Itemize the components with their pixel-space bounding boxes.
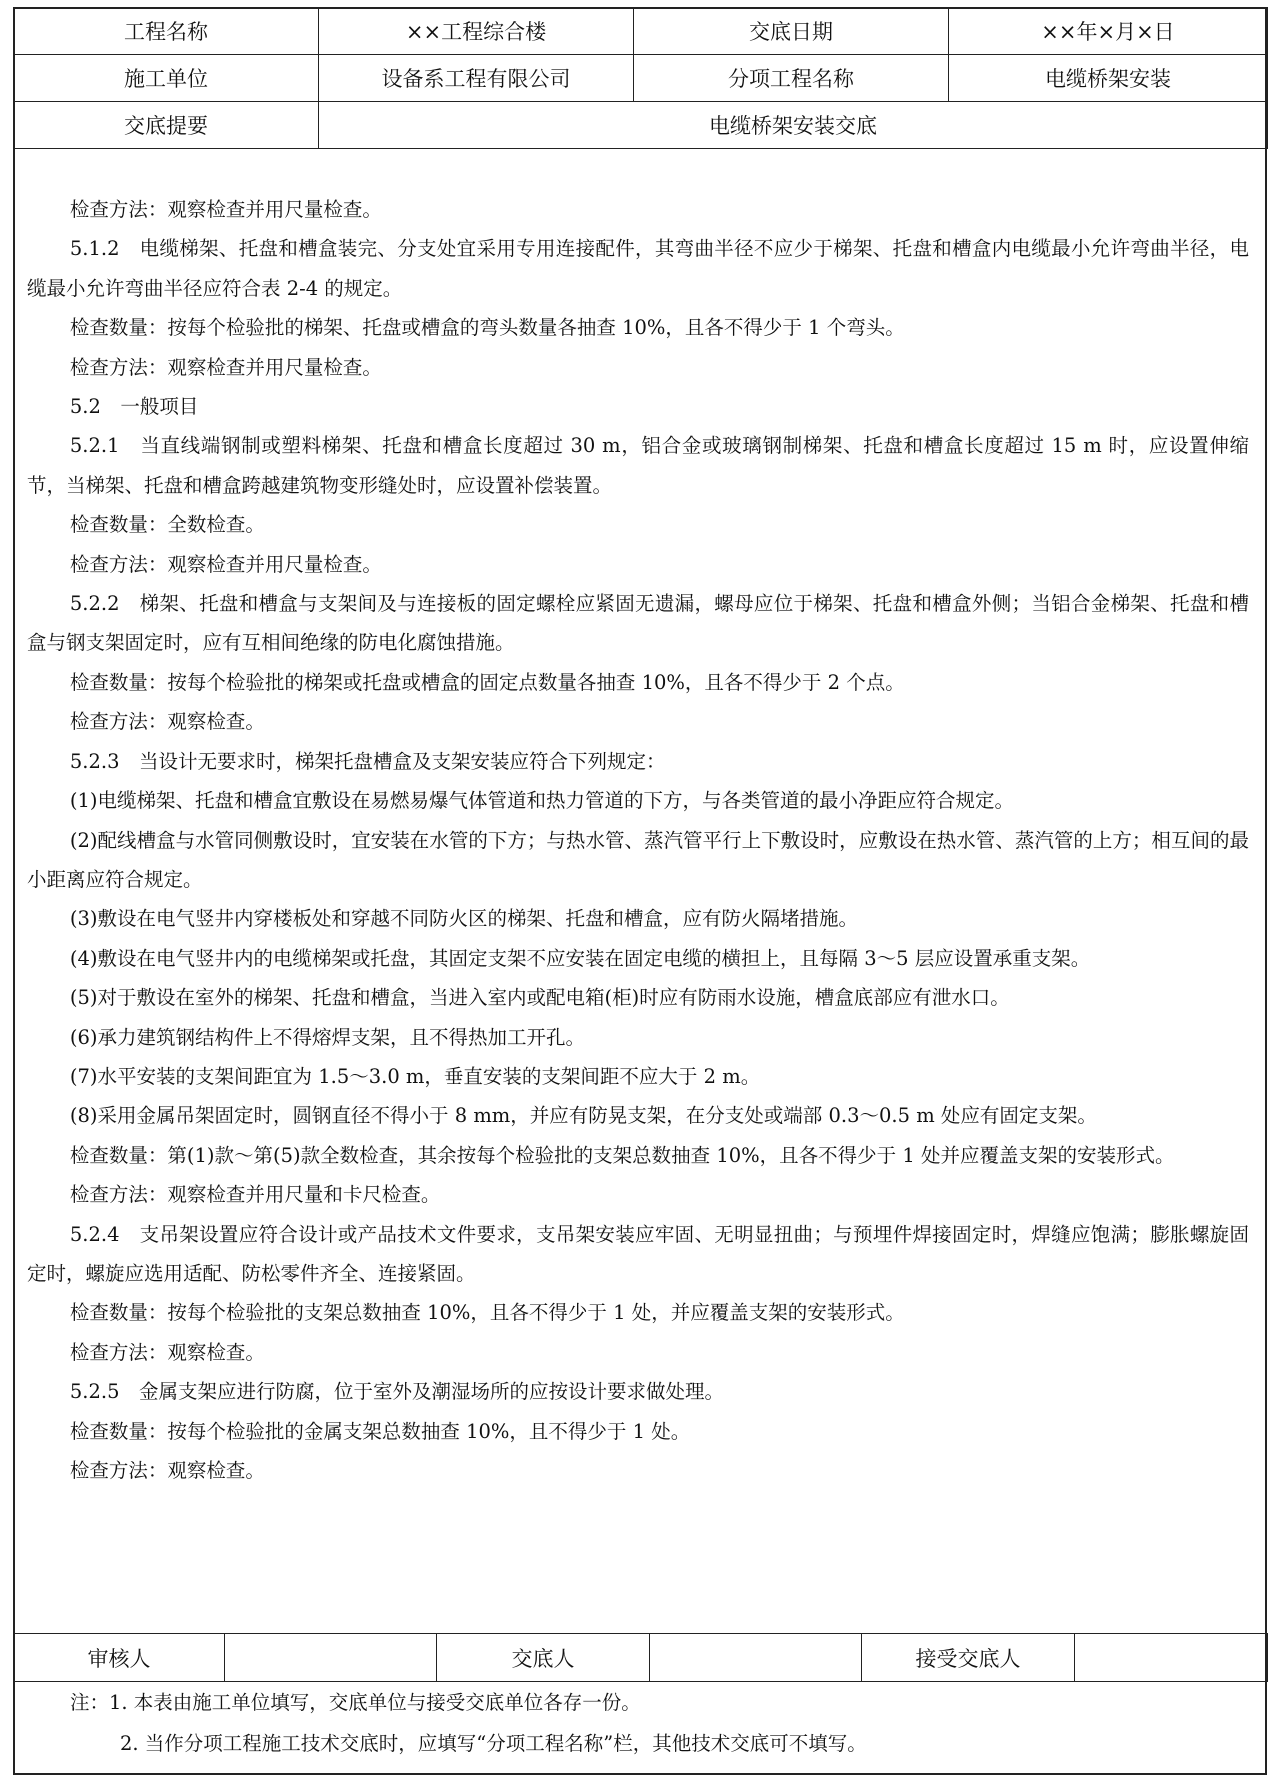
content-line: 检查数量：按每个检验批的梯架、托盘或槽盒的弯头数量各抽查 10%，且各不得少于 1 个弯头。 [69,316,905,340]
content-line: 检查方法：观察检查。 [69,710,265,734]
receiver-field[interactable] [1075,1634,1268,1682]
content-line: (8)采用金属吊架固定时，圆钢直径不得小于 8 mm，并应有防晃支架，在分支处或端部 0.3～0.5 m 处应有固定支架。 [69,1104,1097,1128]
content-line: 检查方法：观察检查。 [69,1459,265,1482]
content-line: 检查方法：观察检查。 [69,1340,265,1364]
date-value: ××年×月×日 [949,8,1268,55]
header-row-1 [14,8,1268,55]
disclosure-content [15,190,1263,1615]
subproject-value: 电缆桥架安装 [949,55,1268,102]
content-line: 5.2.1 当直线端钢制或塑料梯架、托盘和槽盒长度超过 30 m，铝合金或玻璃钢制梯架、托盘和槽盒长度超过 15 m 时，应设置伸缩节，当梯架、托盘和槽盒跨越建筑物变形缝处时，应设置补偿装置。 [27,434,1249,497]
notes [15,1682,1263,1764]
content-line: (7)水平安装的支架间距宜为 1.5～3.0 m，垂直安装的支架间距不应大于 2 m。 [69,1064,761,1088]
header-table [13,7,1268,149]
content-line: 5.2.3 当设计无要求时，梯架托盘槽盒及支架安装应符合下列规定： [69,749,666,773]
content-line: 5.2 一般项目 [69,395,199,419]
content-line: 5.2.4 支吊架设置应符合设计或产品技术文件要求，支吊架安装应牢固、无明显扭曲；与预埋件焊接固定时，焊缝应饱满；膨胀螺旋固定时，螺旋应选用适配、防松零件齐全、连接紧固。 [27,1222,1249,1285]
contractor-label: 施工单位 [14,55,319,102]
receiver-label: 接受交底人 [862,1634,1075,1682]
content-line: (5)对于敷设在室外的梯架、托盘和槽盒，当进入室内或配电箱(柜)时应有防雨水设施，槽盒底部应有泄水口。 [69,986,1010,1010]
content-line: 检查方法：观察检查并用尺量和卡尺检查。 [69,1183,441,1207]
content-line: 检查数量：按每个检验批的梯架或托盘或槽盒的固定点数量各抽查 10%，且各不得少于 2 个点。 [69,670,905,694]
content-line: 检查数量：按每个检验批的金属支架总数抽查 10%，且不得少于 1 处。 [69,1419,691,1443]
content-line: 5.1.2 电缆梯架、托盘和槽盒装完、分支处宜采用专用连接配件，其弯曲半径不应少于梯架、托盘和槽盒内电缆最小允许弯曲半径，电缆最小允许弯曲半径应符合表 2-4 的规定。 [27,237,1249,300]
discloser-label: 交底人 [437,1634,650,1682]
content-line: (4)敷设在电气竖井内的电缆梯架或托盘，其固定支架不应安装在固定电缆的横担上，且每隔 3～5 层应设置承重支架。 [69,946,1091,970]
date-label: 交底日期 [634,8,949,55]
content-line: 5.2.2 梯架、托盘和槽盒与支架间及与连接板的固定螺栓应紧固无遗漏，螺母应位于梯架、托盘和槽盒外侧；当铝合金梯架、托盘和槽盒与钢支架固定时，应有互相间绝缘的防电化腐蚀措施。 [27,592,1249,655]
contractor-value: 设备系工程有限公司 [319,55,634,102]
content-line: 检查方法：观察检查并用尺量检查。 [69,355,382,379]
content-line: 5.2.5 金属支架应进行防腐，位于室外及潮湿场所的应按设计要求做处理。 [69,1380,725,1404]
content-line: 检查方法：观察检查并用尺量检查。 [69,552,382,576]
reviewer-label: 审核人 [14,1634,225,1682]
note-1: 注：1. 本表由施工单位填写，交底单位与接受交底单位各存一份。 [70,1691,641,1714]
content-line: 检查数量：全数检查。 [69,513,265,537]
content-line: (6)承力建筑钢结构件上不得熔焊支架，且不得热加工开孔。 [69,1025,586,1049]
project-name-label: 工程名称 [14,8,319,55]
content-line: (3)敷设在电气竖井内穿楼板处和穿越不同防火区的梯架、托盘和槽盒，应有防火隔堵措施。 [69,907,859,931]
summary-label: 交底提要 [14,102,319,149]
note-2: 2. 当作分项工程施工技术交底时，应填写“分项工程名称”栏，其他技术交底可不填写。 [120,1732,867,1755]
content-line: 检查数量：按每个检验批的支架总数抽查 10%，且各不得少于 1 处，并应覆盖支架的安装形式。 [69,1301,905,1325]
subproject-label: 分项工程名称 [634,55,949,102]
reviewer-field[interactable] [225,1634,437,1682]
header-row-3 [14,102,1268,149]
signature-table [13,1633,1268,1682]
project-name-value: ××工程综合楼 [319,8,634,55]
signature-row [14,1634,1268,1682]
header-row-2 [14,55,1268,102]
discloser-field[interactable] [650,1634,862,1682]
summary-value: 电缆桥架安装交底 [319,102,1268,149]
content-line: (1)电缆梯架、托盘和槽盒宜敷设在易燃易爆气体管道和热力管道的下方，与各类管道的最小净距应符合规定。 [69,789,1015,813]
content-line: 检查方法：观察检查并用尺量检查。 [69,198,382,221]
content-line: (2)配线槽盒与水管同侧敷设时，宜安装在水管的下方；与热水管、蒸汽管平行上下敷设时，应敷设在热水管、蒸汽管的上方；相互间的最小距离应符合规定。 [27,828,1249,891]
content-line: 检查数量：第(1)款～第(5)款全数检查，其余按每个检验批的支架总数抽查 10%，且各不得少于 1 处并应覆盖支架的安装形式。 [69,1143,1175,1167]
